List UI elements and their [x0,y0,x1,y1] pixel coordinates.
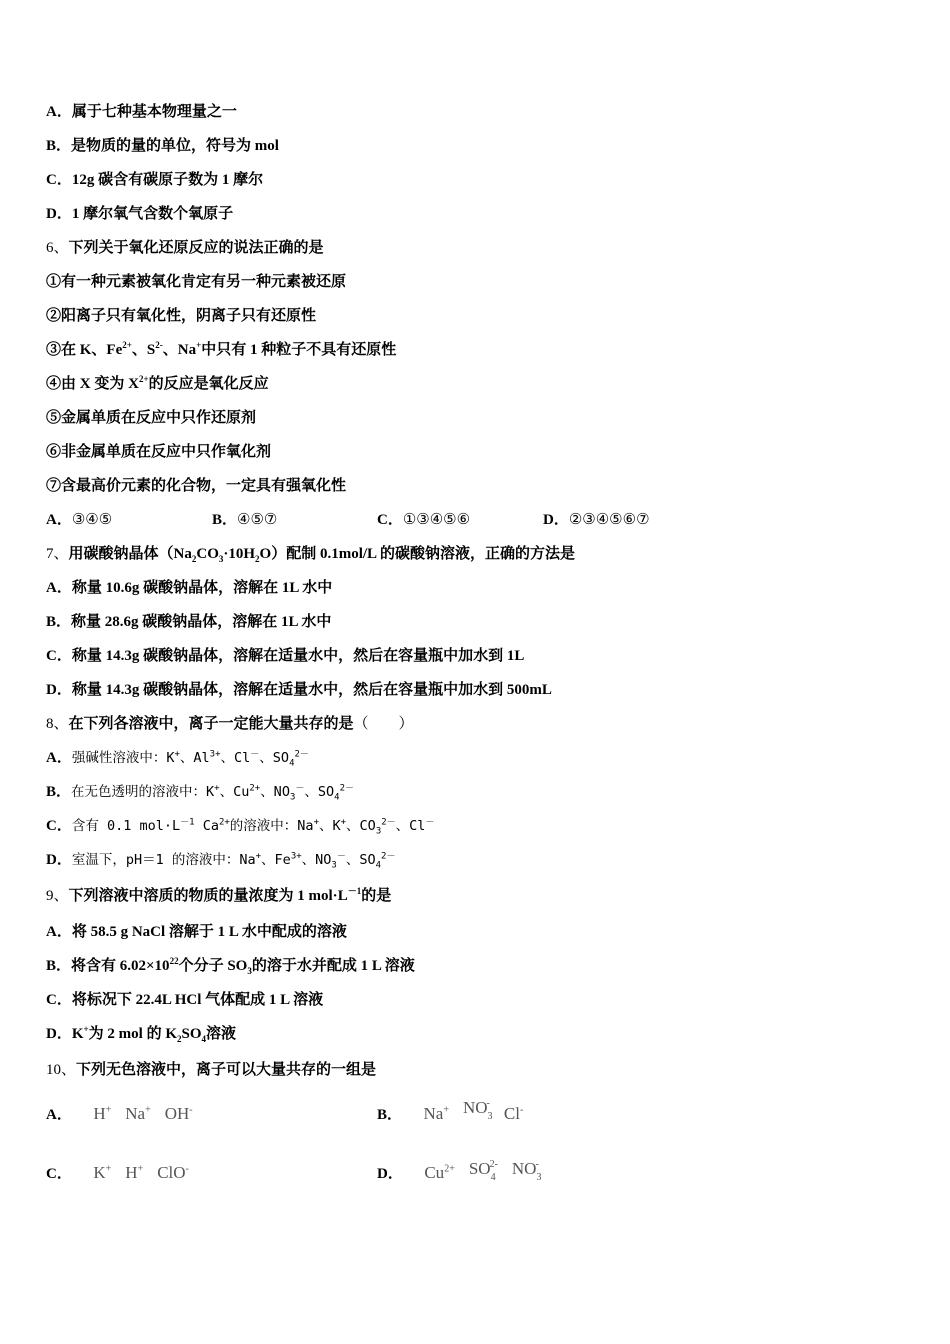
q5-option-b: B．是物质的量的单位，符号为 mol [46,138,279,154]
q6-statement-6: ⑥非金属单质在反应中只作氧化剂 [46,444,272,460]
q5-option-a: A．属于七种基本物理量之一 [46,104,237,120]
q9-option-c: C．将标况下 22.4L HCl 气体配成 1 L 溶液 [46,992,324,1008]
q8-option-c: C．含有 0.1 $mol\cdot L^{-1}$ $Ca^{2+}$的溶液中：Na+、K+、$CO_3^{2-}$、Cl－ [46,817,435,837]
q10-option-b: B． Na+ $NO_3^-Cl^-$ [377,1098,524,1123]
q6-option-b: B．④⑤⑦ [212,512,278,528]
q8-option-b: B．在无色透明的溶液中：K+、$Cu^{2+}$、$NO_3^-$、$SO_4^{2-}$ [46,783,354,803]
q10-stem: 10、下列无色溶液中，离子可以大量共存的一组是 [46,1062,377,1078]
q6-statement-2: ②阳离子只有氧化性，阴离子只有还原性 [46,308,317,324]
q6-option-c: C．①③④⑤⑥ [377,512,471,528]
q6-stem: 6、下列关于氧化还原反应的说法正确的是 [46,240,324,256]
q6-statement-4: ④由 X 变为 $X^{2+}$的反应是氧化反应 [46,374,269,392]
q9-option-d: D．K+为 2 mol 的 $K_2SO_4$溶液 [46,1024,237,1044]
q8-option-d: D．室温下，pH＝1 的溶液中：Na+、$Fe^{3+}$、$NO_3^-$、$SO_4^{2-}$ [46,851,396,871]
q7-stem: 7、用碳酸钠晶体$(Na_2CO_3\cdot 10H_2O)$配制 0.1mol/L 的碳酸钠溶液，正确的方法是 [46,546,575,564]
q8-option-a: A．强碱性溶液中：K+、$Al^{3+}$、Cl－、$SO_4^{2-}$ [46,749,309,769]
q7-option-c: C．称量 14.3g 碳酸钠晶体，溶解在适量水中，然后在容量瓶中加水到 1L [46,648,525,664]
q9-stem: 9、下列溶液中溶质的物质的量浓度为 1 $mol\cdot L^{-1}$的是 [46,886,392,904]
q10-option-c: C． K+ H+ ClO- [46,1163,189,1182]
q5-option-c: C．12g 碳含有碳原子数为 1 摩尔 [46,172,264,188]
q6-statement-3: ③在 K、$Fe^{2+}$、$S^{2-}$、Na+中只有 1 种粒子不具有还原性 [46,340,397,358]
q9-option-a: A．将 58.5 g NaCl 溶解于 1 L 水中配成的溶液 [46,924,347,940]
q7-option-b: B．称量 28.6g 碳酸钠晶体，溶解在 1L 水中 [46,614,332,630]
q10-option-a: A． H+ Na+ OH- [46,1104,193,1123]
q6-statement-7: ⑦含最高价元素的化合物，一定具有强氧化性 [46,478,347,494]
q7-option-a: A．称量 10.6g 碳酸钠晶体，溶解在 1L 水中 [46,580,333,596]
q6-option-a: A．③④⑤ [46,512,113,528]
q9-option-b: B．将含有 $6.02\times 10^{22}$个分子 $SO_3$的溶于水并配成 1 L 溶液 [46,956,415,976]
q6-option-d: D．②③④⑤⑥⑦ [543,512,650,528]
q6-statement-5: ⑤金属单质在反应中只作还原剂 [46,410,257,426]
q5-option-d: D．1 摩尔氧气含数个氧原子 [46,206,234,222]
q7-option-d: D．称量 14.3g 碳酸钠晶体，溶解在适量水中，然后在容量瓶中加水到 500mL [46,682,552,698]
q10-option-d: D． $Cu^{2+}$ $SO_4^{2-}$ $NO_3^-$ [377,1159,542,1184]
q8-stem: 8、在下列各溶液中，离子一定能大量共存的是（ ） [46,716,414,732]
q6-statement-1: ①有一种元素被氧化肯定有另一种元素被还原 [46,274,347,290]
